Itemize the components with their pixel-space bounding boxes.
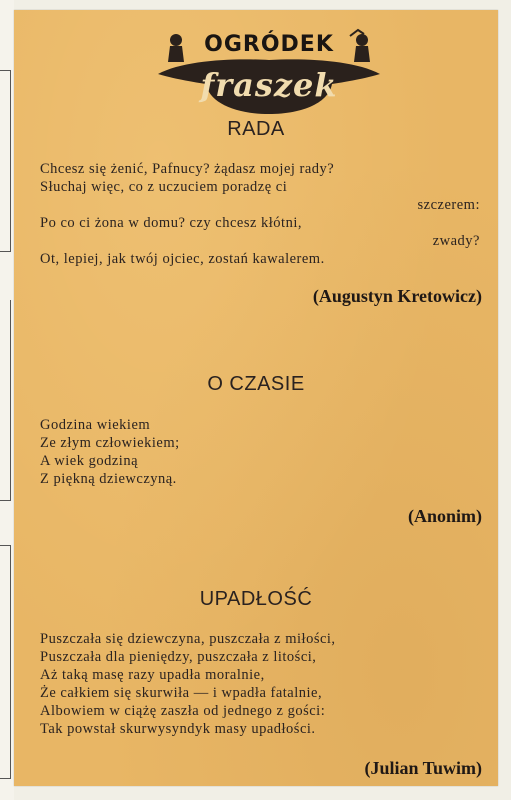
verse-line: A wiek godziną bbox=[40, 453, 139, 469]
verse-line: Ot, lepiej, jak twój ojciec, zostań kawalerem. bbox=[40, 251, 325, 267]
poem-author-1: (Augustyn Kretowicz) bbox=[312, 286, 482, 306]
poem-title-2: O CZASIE bbox=[207, 373, 305, 395]
neighbour-box bbox=[0, 300, 11, 501]
verse-line: zwady? bbox=[432, 233, 480, 249]
masthead-top-text: OGRÓDEK bbox=[204, 32, 334, 57]
neighbour-clipping-edge bbox=[0, 0, 14, 800]
verse-line: Tak powstał skurwysyndyk masy upadłości. bbox=[40, 721, 316, 737]
verse-line: Albowiem w ciążę zaszła od jednego z gości: bbox=[40, 703, 326, 719]
verse-line: szczerem: bbox=[417, 197, 480, 213]
verse-line: Godzina wiekiem bbox=[40, 417, 151, 433]
poem-body-2 bbox=[40, 416, 340, 488]
verse-line: Ze złym człowiekiem; bbox=[40, 435, 180, 451]
neighbour-box bbox=[0, 545, 11, 779]
verse-line: Słuchaj więc, co z uczuciem poradzę ci bbox=[40, 179, 288, 195]
poem-title-1: RADA bbox=[227, 118, 285, 140]
poem-author-2: (Anonim) bbox=[407, 506, 482, 526]
verse-line: Że całkiem się skurwiła — i wpadła fatalnie, bbox=[40, 685, 323, 701]
neighbour-box bbox=[0, 70, 11, 252]
masthead-logo bbox=[154, 22, 384, 117]
verse-line: Puszczała się dziewczyna, puszczała z miłości, bbox=[40, 631, 336, 647]
poem-author-3: (Julian Tuwim) bbox=[364, 758, 482, 778]
masthead-bottom-text: fraszek bbox=[200, 66, 338, 104]
verse-line: Aż taką masę razy upadła moralnie, bbox=[40, 667, 265, 683]
verse-line: Po co ci żona w domu? czy chcesz kłótni, bbox=[40, 215, 302, 231]
verse-line: Chcesz się żenić, Pafnucy? żądasz mojej rady? bbox=[40, 161, 335, 177]
poem-body-1 bbox=[40, 160, 480, 268]
poem-title-3: UPADŁOŚĆ bbox=[199, 588, 313, 610]
poem-body-3 bbox=[40, 630, 485, 738]
clipping-page bbox=[14, 10, 498, 786]
verse-line: Z piękną dziewczyną. bbox=[40, 471, 177, 487]
verse-line: Puszczała dla pieniędzy, puszczała z litości, bbox=[40, 649, 317, 665]
